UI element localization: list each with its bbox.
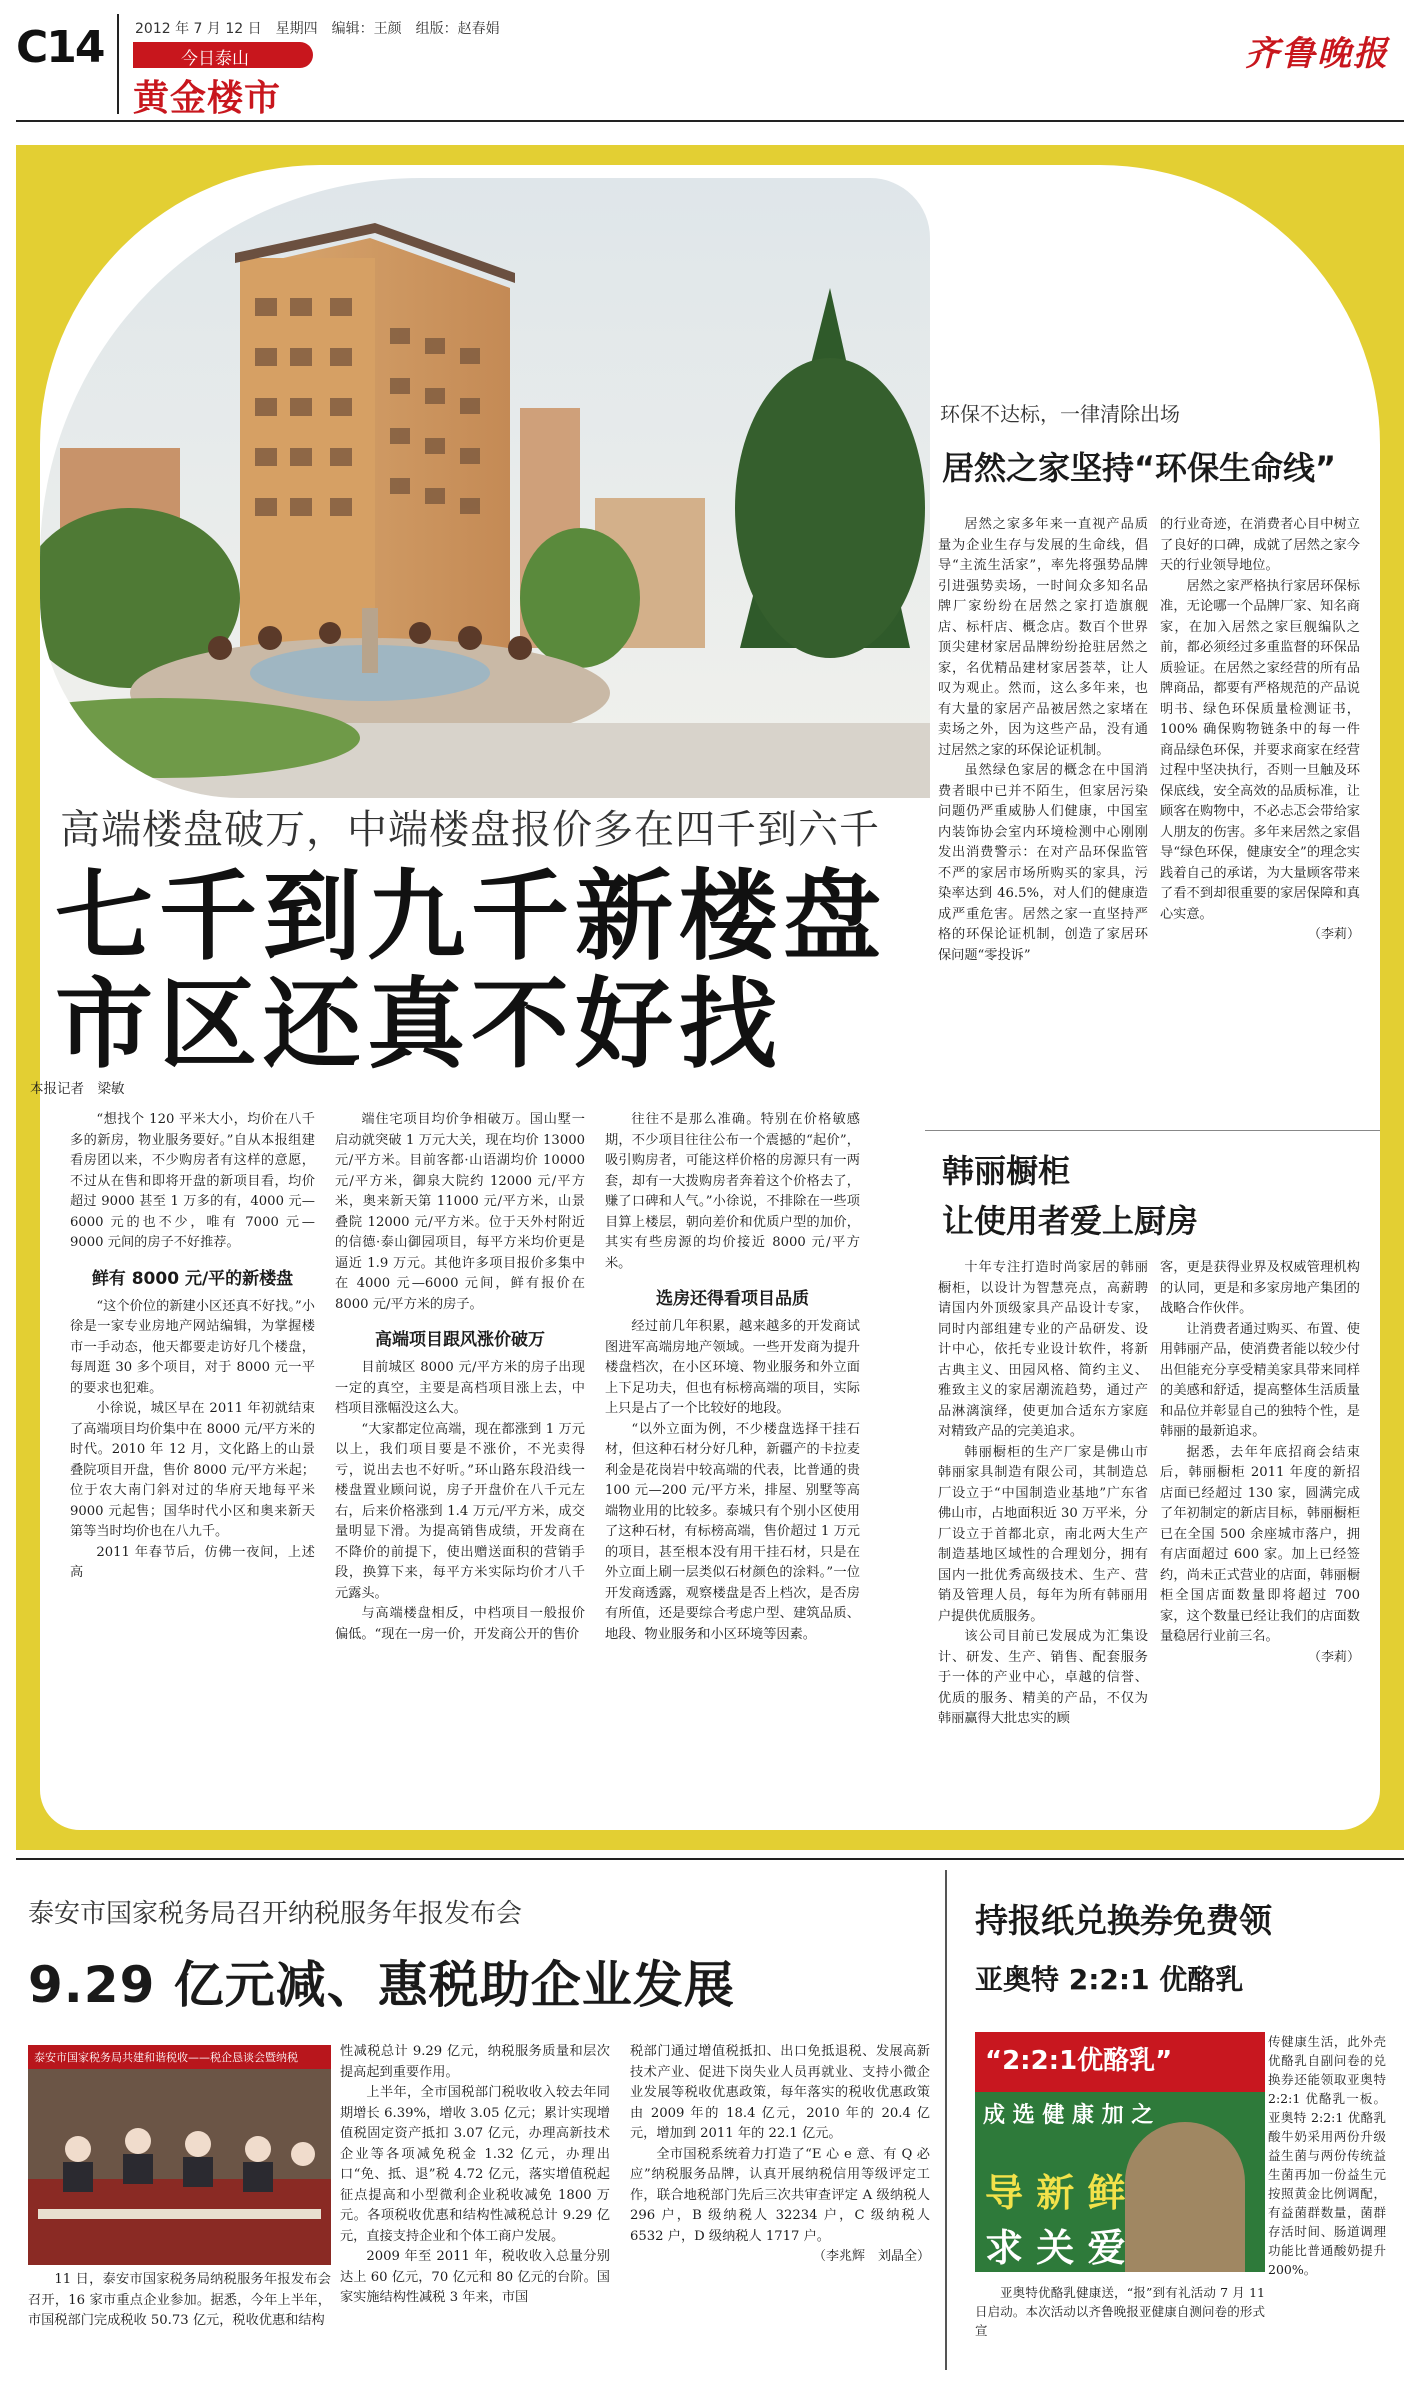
photo-text: 成 选 健 康 加 之 bbox=[983, 2103, 1154, 2128]
paragraph: 小徐说，城区早在 2011 年初就结束了高端项目均价集中在 8000 元/平方米的时代。2010 年 12 月，文化路上的山景叠院项目开盘，售价 8000 元/平方米起；位于农大南门斜对过的华府天地每平米 9000 元起售；国华时代小区和奥来新天第等当时均价也在八九千。 bbox=[70, 1401, 315, 1539]
paragraph: 与高端楼盘相反，中档项目一般报价偏低。“现在一房一价，开发商公开的售价 bbox=[335, 1606, 585, 1642]
ad2-column-1 bbox=[938, 1258, 1148, 1730]
person-figure bbox=[1125, 2122, 1245, 2272]
page-number: C14 bbox=[16, 22, 104, 73]
paragraph: “这个价位的新建小区还真不好找。”小徐是一家专业房地产网站编辑，为掌握楼市一手动态，他天都要走访好几个楼盘，每周逛 30 多个项目，对于 8000 元一平的要求也犯难。 bbox=[70, 1298, 315, 1396]
paragraph: 居然之家严格执行家居环保标准，无论哪一个品牌厂家、知名商家，在加入居然之家巨舰编队之前，都必须经过多重监督的环保品质验证。在居然之家经营的所有品牌商品，都要有严格规范的产品说明书、绿色环保质量检测证书，100% 确保购物链条中的每一件商品绿色环保，并要求商家在经营过程中坚决执行，否则一旦触及环保底线，安全高效的品质标准，让顾客在购物中，不必忐忑会带给家人朋友的伤害。多年来居然之家倡导“绿色环保，健康安全”的理念实践着自己的承诺，为大量顾客带来了看不到却很重要的家居保障和真心实意。 bbox=[1160, 578, 1360, 922]
byline: 本报记者 梁敏 bbox=[30, 1081, 125, 1097]
photo-text: 导 新 鲜 bbox=[985, 2171, 1126, 2215]
newspaper-logo: 齐鲁晚报 bbox=[1245, 34, 1389, 74]
yogurt-promo-photo bbox=[975, 2032, 1265, 2272]
tax-column-2 bbox=[340, 2042, 610, 2309]
paragraph: 2009 年至 2011 年，税收收入总量分别达上 60 亿元，70 亿元和 80 亿元的台阶。国家实施结构性减税 3 年来，市国 bbox=[340, 2249, 610, 2305]
main-headline-line2: 市区还真不好找 bbox=[55, 968, 784, 1082]
paragraph: 2011 年春节后，仿佛一夜间，上述高 bbox=[70, 1544, 315, 1580]
section-heading: 高端项目跟风涨价破万 bbox=[375, 1330, 545, 1350]
paragraph: 端住宅项目均价争相破万。国山墅一启动就突破 1 万元大关，现在均价 13000 元/平方米。目前客都·山语湖均价 10000 元/平方米，御泉大院约 12000 元/平方米，奥来新天第 11000 元/平方米，山景叠院 12000 元/平方米。位于天外村附近的信德·泰山御园项目，每平方米均价更是逼近 1.9 万元。其他许多项目报价多集中在 4000 元—6000 元间，鲜有报价在 8000 元/平方米的房子。 bbox=[335, 1112, 585, 1312]
paragraph: 目前城区 8000 元/平方米的房子出现一定的真空，主要是高档项目涨上去，中档项目涨幅没这么大。 bbox=[335, 1360, 585, 1416]
section-heading: 选房还得看项目品质 bbox=[656, 1289, 809, 1309]
paragraph: 据悉，去年年底招商会结束后，韩丽橱柜 2011 年度的新招店面已经超过 130 家，圆满完成了年初制定的新店目标，韩丽橱柜已在全国 500 余座城市落户，拥有店面超过 600 家。加上已经签约，尚未正式营业的店面，韩丽橱柜全国店面数量即将超过 700 家，这个数量已经让我们的店面数量稳居行业前三名。 bbox=[1160, 1444, 1360, 1644]
tax-column-3 bbox=[630, 2042, 930, 2268]
paragraph: “以外立面为例，不少楼盘选择干挂石材，但这种石材分好几种，新疆产的卡拉麦利金是花岗岩中较高端的代表，比普通的贵 100 元—200 元/平方米，排屋、别墅等高端物业用的比较多。泰城只有个别小区使用了这种石材，有标榜高端，售价超过 1 万元的项目，甚至根本没有用干挂石材，只是在外立面上刷一层类似石材颜色的涂料。”一位开发商透露，观察楼盘是否上档次，是否房有所值，还是要综合考虑户型、建筑品质、地段、物业服务和小区环境等因素。 bbox=[605, 1421, 860, 1642]
tax-headline: 9.29 亿元减、惠税助企业发展 bbox=[28, 1956, 735, 2014]
coupon-headline: 持报纸兑换券免费领 bbox=[975, 1901, 1272, 1940]
paragraph: 亚奥特优酪乳健康送，“报”到有礼活动 7 月 11 日启动。本次活动以齐鲁晚报亚健康自测问卷的形式宣 bbox=[975, 2285, 1265, 2338]
author: （李莉） bbox=[1307, 927, 1360, 942]
conference-photo bbox=[28, 2045, 331, 2265]
article-column-2 bbox=[335, 1110, 585, 1645]
ad-divider bbox=[925, 1130, 1380, 1131]
paragraph: 十年专注打造时尚家居的韩丽橱柜，以设计为智慧亮点，高薪聘请国内外顶级家具产品设计专家，同时内部组建专业的产品研发、设计中心，依托专业设计软件，将新古典主义、田园风格、简约主义、雅致主义的家居潮流趋势，通过产品淋漓演绎，使更加合适东方家庭对精致产品的完美追求。 bbox=[938, 1260, 1148, 1439]
bottom-divider bbox=[945, 1870, 947, 2370]
ad2-headline-line1: 韩丽橱柜 bbox=[942, 1152, 1071, 1190]
paragraph: 的行业奇迹，在消费者心目中树立了良好的口碑，成就了居然之家今天的行业领导地位。 bbox=[1160, 517, 1360, 573]
paragraph: 上半年，全市国税部门税收收入较去年同期增长 6.39%，增收 3.05 亿元；累计实现增值税固定资产抵扣 3.07 亿元，办理高新技术企业等各项减免税金 1.32 亿元，办理出口“免、抵、退”税 4.72 亿元，落实增值税起征点提高和小型微利企业税收减免 1800 万元。各项税收优惠和结构性减税总计 9.29 亿元，直接支持企业和个体工商户发展。 bbox=[340, 2085, 610, 2244]
ad1-subheadline: 环保不达标，一律清除出场 bbox=[940, 402, 1180, 426]
main-subheadline: 高端楼盘破万，中端楼盘报价多在四千到六千 bbox=[60, 807, 880, 853]
section-rule bbox=[16, 1858, 1404, 1860]
ad1-headline: 居然之家坚持“环保生命线” bbox=[942, 449, 1337, 487]
paragraph: 性减税总计 9.29 亿元，纳税服务质量和层次提高起到重要作用。 bbox=[340, 2044, 610, 2080]
paragraph: 传健康生活，此外壳优酪乳自副问卷的兑换券还能领取亚奥特 2:2:1 优酪乳一板。亚奥特 2:2:1 优酪乳酸牛奶采用两份升级益生菌与两份传统益生菌再加一份益生元按照黄金比例调配，有益菌群数量，菌群存活时间、肠道调理功能比普通酸奶提升 200%。 bbox=[1268, 2034, 1386, 2277]
paragraph: 经过前几年积累，越来越多的开发商试图进军高端房地产领域。一些开发商为提升楼盘档次，在小区环境、物业服务和外立面上下足功夫，但也有标榜高端的项目，实际上只是占了一个比较好的地段。 bbox=[605, 1319, 860, 1416]
paragraph: 11 日，泰安市国家税务局纳税服务年报发布会召开，16 家市重点企业参加。据悉，今年上半年，市国税部门完成税收 50.73 亿元，税收优惠和结构 bbox=[28, 2272, 331, 2328]
author: （李兆辉 刘晶全） bbox=[812, 2249, 930, 2264]
coupon-column-2 bbox=[975, 2283, 1265, 2340]
paragraph: 税部门通过增值税抵扣、出口免抵退税、发展高新技术产业、促进下岗失业人员再就业、支持小微企业发展等税收优惠政策，每年落实的税收优惠政策由 2009 年的 18.4 亿元，2010 年的 20.4 亿元，增加到 2011 年的 22.1 亿元。 bbox=[630, 2044, 930, 2141]
building-photo bbox=[40, 178, 930, 798]
coupon-column-1 bbox=[1268, 2032, 1386, 2279]
ad2-column-2 bbox=[1160, 1258, 1360, 1668]
article-column-1 bbox=[70, 1110, 315, 1584]
paragraph: 该公司目前已发展成为汇集设计、研发、生产、销售、配套服务于一体的产业中心，卓越的信誉、优质的服务、精美的产品，不仅为韩丽赢得大批忠实的顾 bbox=[938, 1629, 1148, 1726]
ad2-headline-line2: 让使用者爱上厨房 bbox=[942, 1202, 1199, 1240]
header-rule bbox=[16, 120, 1404, 122]
paragraph: 居然之家多年来一直视产品质量为企业生存与发展的生命线，倡导“主流生活家”，率先将强势品牌引进强势卖场，一时间众多知名品牌厂家纷纷在居然之家打造旗舰店、标杆店、概念店。数百个世界顶尖建材家居品牌纷纷抢驻居然之家，名优精品建材家居荟萃，让人叹为观止。然而，这么多年来，也有大量的家居产品被居然之家堵在卖场之外，因为这些产品，没有通过居然之家的环保论证机制。 bbox=[938, 517, 1148, 758]
paragraph: 往往不是那么准确。特别在价格敏感期，不少项目往往公布一个震撼的“起价”，吸引购房者，可能这样价格的房源只有一两套，却有一大拨购房者奔着这个价格去了，赚了口碑和人气。”小徐说，不排除在一些项目算上楼层，朝向差价和优质户型的加价，其实有些房源的均价接近 8000 元/平方米。 bbox=[605, 1112, 860, 1271]
paragraph: 客，更是获得业界及权威管理机构的认同，更是和多家房地产集团的战略合作伙伴。 bbox=[1160, 1260, 1360, 1316]
tax-subheadline: 泰安市国家税务局召开纳税服务年报发布会 bbox=[28, 1899, 523, 1929]
section-heading: 鲜有 8000 元/平的新楼盘 bbox=[91, 1268, 294, 1289]
coupon-subheadline: 亚奥特 2:2:1 优酪乳 bbox=[975, 1963, 1244, 1996]
section-tag: 今日泰山 bbox=[133, 42, 313, 68]
paragraph: 全市国税系统着力打造了“E 心 e 意、有 Q 必应”纳税服务品牌，认真开展纳税信用等级评定工作，联合地税部门先后三次共审查评定 A 级纳税人 296 户，B 级纳税人 32234 户，C 级纳税人 6532 户，D 级纳税人 1717 户。 bbox=[630, 2146, 930, 2244]
tax-column-1 bbox=[28, 2270, 331, 2332]
paragraph: 韩丽橱柜的生产厂家是佛山市韩丽家具制造有限公司，其制造总厂设立于“中国制造业基地”广东省佛山市，占地面积近 30 万平米，分厂设立于首都北京，南北两大生产制造基地区域性的合理划分，拥有国内一批优秀高级技术、生产、营销及管理人员，每年为所有韩丽用户提供优质服务。 bbox=[938, 1444, 1148, 1624]
paragraph: 让消费者通过购买、布置、使用韩丽产品，使消费者能以较少付出但能充分享受精美家具带来同样的美感和舒适，提高整体生活质量和品位并彰显自己的独特个性，是韩丽的最新追求。 bbox=[1160, 1321, 1360, 1439]
page-meta: 2012 年 7 月 12 日 星期四 编辑：王颜 组版：赵春娟 bbox=[135, 21, 500, 37]
section-title: 黄金楼市 bbox=[133, 78, 282, 119]
main-headline-line1: 七千到九千新楼盘 bbox=[55, 860, 888, 974]
photo-banner: 泰安市国家税务局共建和谐税收——税企恳谈会暨纳税 bbox=[28, 2045, 331, 2069]
author: （李莉） bbox=[1307, 1649, 1360, 1665]
article-column-3 bbox=[605, 1110, 860, 1645]
ad1-column-2 bbox=[1160, 515, 1360, 946]
paragraph: “大家都定位高端，现在都涨到 1 万元以上，我们项目要是不涨价，不光卖得亏，说出去也不好听。”环山路东段沿线一楼盘置业顾问说，房子开盘价在八千元左右，后来价格涨到 1.4 万元/平方米，成交量明显下滑。为提高销售成绩，开发商在不降价的前提下，使出赠送面积的营销手段，换算下来，每平方米实际均价才八千元露头。 bbox=[335, 1421, 585, 1601]
header-divider bbox=[117, 14, 119, 114]
ad1-column-1 bbox=[938, 515, 1148, 966]
photo-text: “2:2:1优酪乳” bbox=[985, 2046, 1173, 2076]
paragraph: “想找个 120 平米大小，均价在八千多的新房，物业服务要好。”自从本报组建看房团以来，不少购房者有这样的意愿，不过从在售和即将开盘的新项目看，均价超过 9000 甚至 1 万多的有，4000 元—6000 元的也不少，唯有 7000 元—9000 元间的房子不好推荐。 bbox=[70, 1112, 315, 1250]
paragraph: 虽然绿色家居的概念在中国消费者眼中已并不陌生，但家居污染问题仍严重威胁人们健康，中国室内装饰协会室内环境检测中心刚刚发出消费警示：在对产品环保监管不严的家居市场所购买的家具，污染率达到 46.5%，对人们的健康造成严重危害。居然之家一直坚持严格的环保论证机制，创造了家居环保问题“零投诉” bbox=[938, 763, 1148, 963]
photo-text: 求 关 爱 bbox=[985, 2226, 1126, 2270]
